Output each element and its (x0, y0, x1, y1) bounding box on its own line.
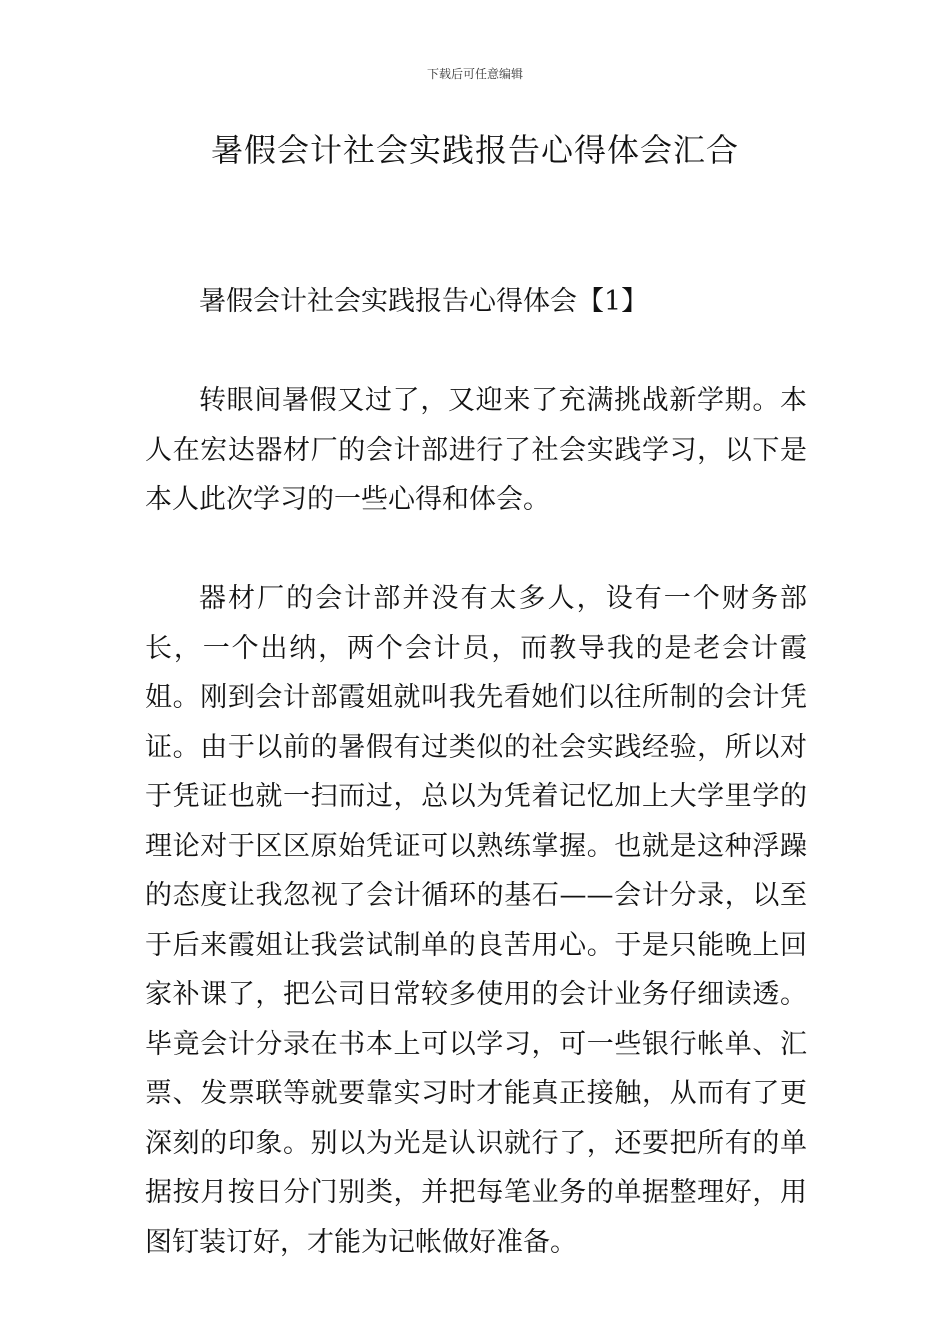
paragraph-spacer (145, 327, 807, 377)
paragraph-2: 器材厂的会计部并没有太多人，设有一个财务部长，一个出纳，两个会计员，而教导我的是老会计霞姐。刚到会计部霞姐就叫我先看她们以往所制的会计凭证。由于以前的暑假有过类似的社会实践经验，所以对于凭证也就一扫而过，总以为凭着记忆加上大学里学的理论对于区区原始凭证可以熟练掌握。也就是这种浮躁的态度让我忽视了会计循环的基石——会计分录，以至于后来霞姐让我尝试制单的良苦用心。于是只能晚上回家补课了，把公司日常较多使用的会计业务仔细读透。毕竟会计分录在书本上可以学习，可一些银行帐单、汇票、发票联等就要靠实习时才能真正接触，从而有了更深刻的印象。别以为光是认识就行了，还要把所有的单据按月按日分门别类，并把每笔业务的单据整理好，用图钉装订好，才能为记帐做好准备。 (145, 583, 807, 1258)
section-heading: 暑假会计社会实践报告心得体会【1】 (199, 286, 649, 317)
paragraph-spacer (145, 525, 807, 575)
header-note: 下载后可任意编辑 (426, 67, 523, 81)
document-body (145, 277, 807, 1267)
paragraph-1: 转眼间暑假又过了，又迎来了充满挑战新学期。本人在宏达器材厂的会计部进行了社会实践学习，以下是本人此次学习的一些心得和体会。 (145, 385, 807, 515)
document-title: 暑假会计社会实践报告心得体会汇合 (210, 131, 739, 169)
